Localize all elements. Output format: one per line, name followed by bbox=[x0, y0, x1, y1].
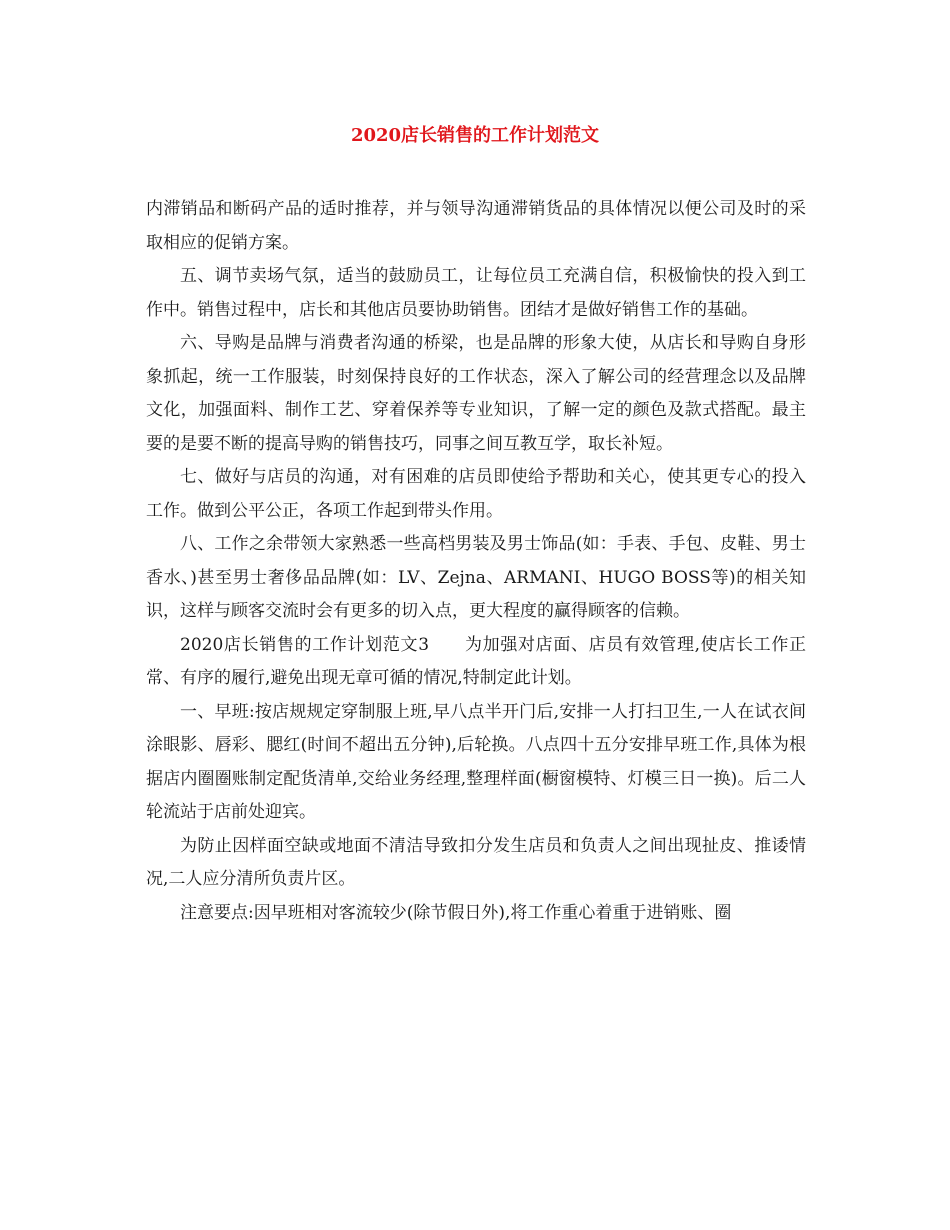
paragraph-item-7: 七、做好与店员的沟通，对有困难的店员即使给予帮助和关心，使其更专心的投入工作。做到公平公正，各项工作起到带头作用。 bbox=[146, 467, 806, 521]
paragraph-item-6: 六、导购是品牌与消费者沟通的桥梁，也是品牌的形象大使，从店长和导购自身形象抓起，统一工作服装，时刻保持良好的工作状态，深入了解公司的经营理念以及品牌文化，加强面料、制作工艺、穿着保养等专业知识，了解一定的颜色及款式搭配。最主要的是要不断的提高导购的销售技巧，同事之间互教互学，取长补短。 bbox=[146, 333, 806, 454]
paragraph-key-points: 注意要点:因早班相对客流较少(除节假日外),将工作重心着重于进销账、圈 bbox=[180, 902, 732, 923]
paragraph-item-5: 五、调节卖场气氛，适当的鼓励员工，让每位员工充满自信，积极愉快的投入到工作中。销售过程中，店长和其他店员要协助销售。团结才是做好销售工作的基础。 bbox=[146, 266, 806, 320]
paragraph-morning-shift: 一、早班:按店规规定穿制服上班,早八点半开门后,安排一人打扫卫生,一人在试衣间涂眼影、唇彩、腮红(时间不超出五分钟),后轮换。八点四十五分安排早班工作,具体为根据店内圈圈账制定配货清单,交给业务经理,整理样面(橱窗模特、灯模三日一换)。后二人轮流站于店前处迎宾。 bbox=[146, 701, 806, 822]
paragraph-item-8: 八、工作之余带领大家熟悉一些高档男装及男士饰品(如：手表、手包、皮鞋、男士香水、)甚至男士奢侈品品牌(如：LV、Zejna、ARMANI、HUGO BOSS等)的相关知识，这样与顾客交流时会有更多的切入点，更大程度的赢得顾客的信赖。 bbox=[146, 534, 806, 621]
document-title: 2020店长销售的工作计划范文 bbox=[350, 125, 600, 146]
paragraph-plan-3-intro: 2020店长销售的工作计划范文3 为加强对店面、店员有效管理,使店长工作正常、有序的履行,避免出现无章可循的情况,特制定此计划。 bbox=[146, 634, 806, 688]
paragraph-continuation: 内滞销品和断码产品的适时推荐，并与领导沟通滞销货品的具体情况以便公司及时的采取相应的促销方案。 bbox=[146, 199, 806, 253]
paragraph-area-division: 为防止因样面空缺或地面不清洁导致扣分发生店员和负责人之间出现扯皮、推诿情况,二人应分清所负责片区。 bbox=[146, 835, 806, 889]
document-body bbox=[146, 193, 806, 930]
